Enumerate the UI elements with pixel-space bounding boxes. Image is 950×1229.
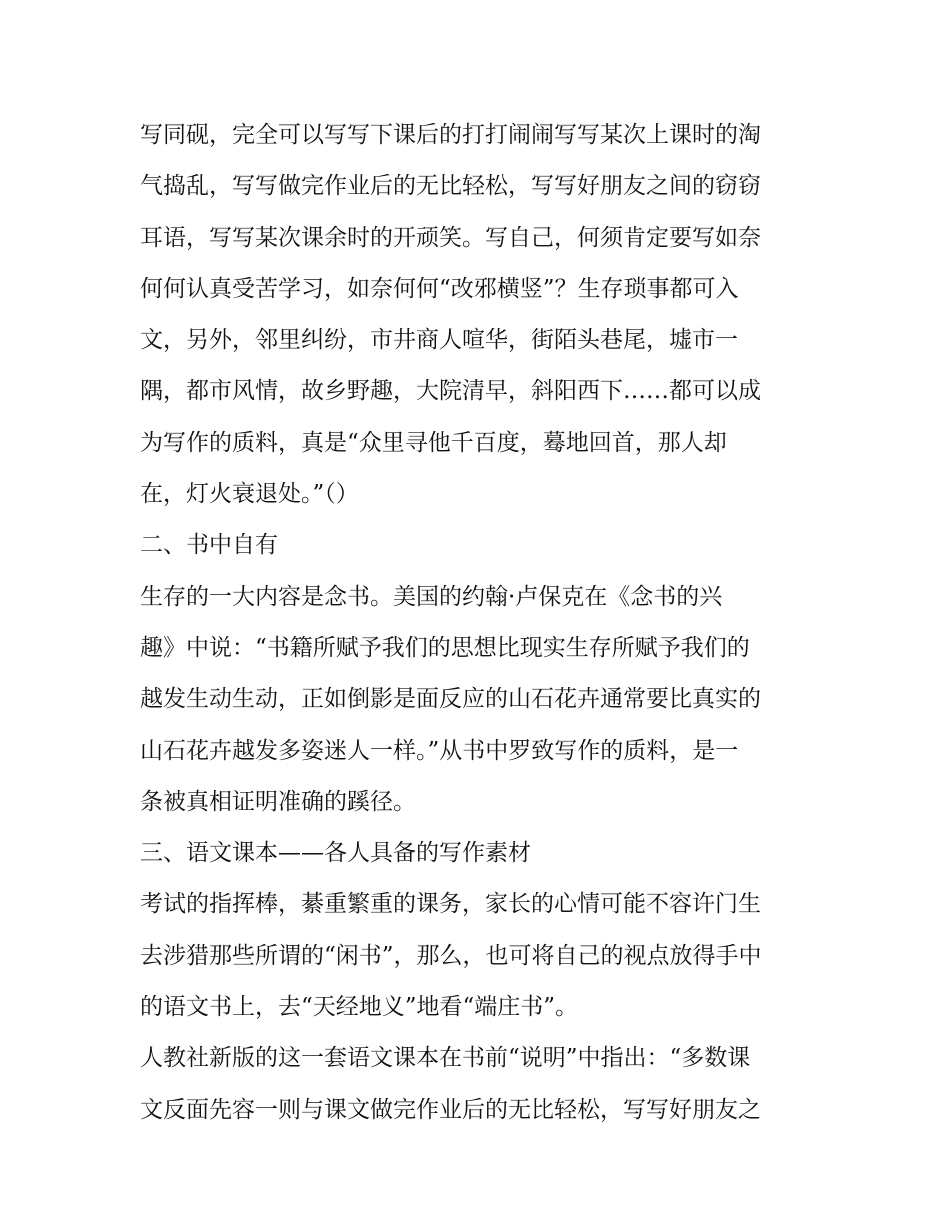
section-heading: 三、语文课本——各人具备的写作素材 [140,840,531,867]
text-line: 文反面先容一则与课文做完作业后的无比轻松，写写好朋友之 [140,1096,761,1123]
text-line: 条被真相证明准确的蹊径。 [140,788,416,815]
text-line: 山石花卉越发多姿迷人一样。”从书中罗致写作的质料，是一 [140,737,739,764]
text-line: 气捣乱，写写做完作业后的无比轻松，写写好朋友之间的窃窃 [140,173,761,200]
text-line: 趣》中说：“书籍所赋予我们的思想比现实生存所赋予我们的 [140,634,750,661]
text-line: 的语文书上，去“天经地义”地看“端庄书”。 [140,994,579,1021]
text-line: 耳语，写写某次课余时的开顽笑。写自己，何须肯定要写如奈 [140,224,761,251]
text-line: 考试的指挥棒，綦重繁重的课务，家长的心情可能不容许门生 [140,891,761,918]
text-line: 在，灯火衰退处。”（） [140,481,359,508]
text-line: 为写作的质料，真是“众里寻他千百度，蓦地回首，那人却 [140,429,727,456]
text-line: 越发生动生动，正如倒影是面反应的山石花卉通常要比真实的 [140,686,761,713]
document-body [140,110,820,1136]
text-line: 人教社新版的这一套语文课本在书前“说明”中指出：“多数课 [140,1045,751,1072]
text-line: 去涉猎那些所谓的“闲书”，那么，也可将自己的视点放得手中 [140,942,762,969]
text-line: 写同砚，完全可以写写下课后的打打闹闹写写某次上课时的淘 [140,122,761,148]
text-line: 生存的一大内容是念书。美国的约翰·卢保克在《念书的兴 [140,583,723,610]
text-line: 文，另外，邻里纠纷，市井商人喧华，街陌头巷尾，墟市一 [140,327,738,354]
section-heading: 二、书中自有 [140,532,278,559]
text-line: 隅，都市风情，故乡野趣，大院清早，斜阳西下……都可以成 [140,378,761,405]
text-line: 何何认真受苦学习，如奈何何“改邪横竖”？生存琐事都可入 [140,275,739,302]
